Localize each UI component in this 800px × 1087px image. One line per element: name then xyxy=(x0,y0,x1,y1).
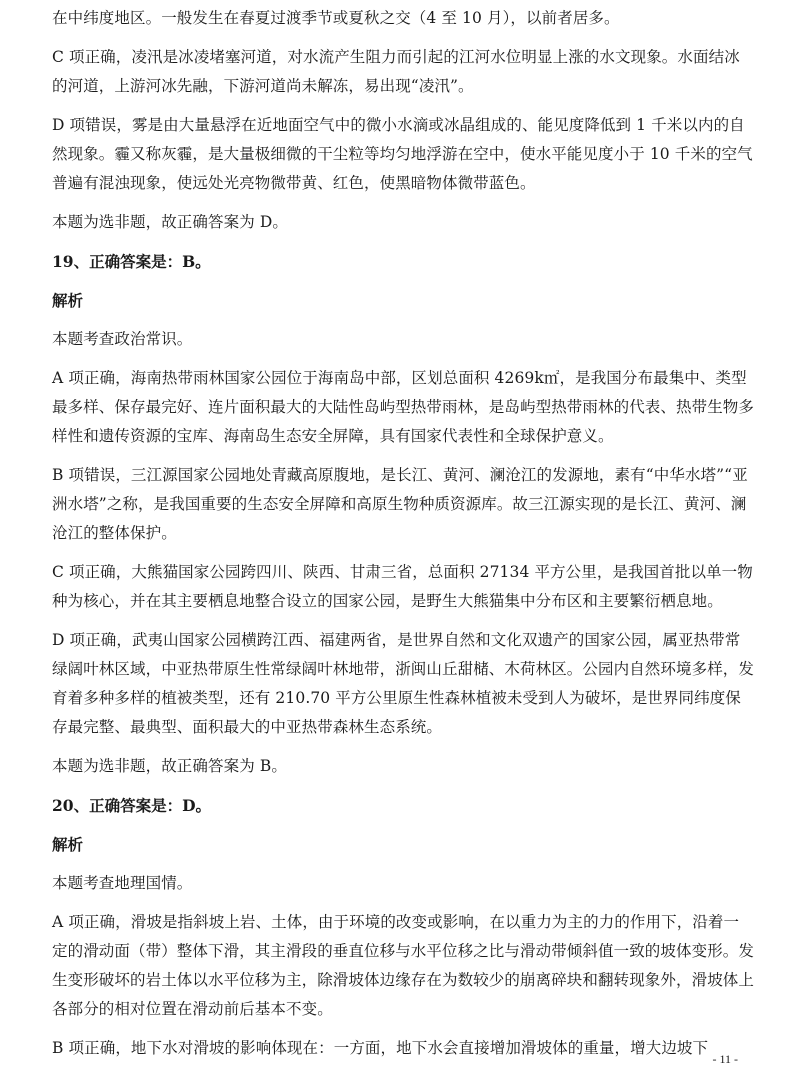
body-paragraph: D 项错误，雾是由大量悬浮在近地面空气中的微小水滴或冰晶组成的、能见度降低到 1 千米以内的自然现象。霾又称灰霾，是大量极细微的干尘粒等均匀地浮游在空中，使水平能见度小于 10 千米的空气普遍有混浊现象，使远处光亮物微带黄、红色，使黑暗物体微带蓝色。 xyxy=(52,116,753,192)
section-heading: 20、正确答案是：D。 xyxy=(52,796,212,815)
page-number: - 11 - xyxy=(712,1052,738,1066)
body-paragraph: 本题为选非题，故正确答案为 B。 xyxy=(52,757,287,775)
body-paragraph: 本题为选非题，故正确答案为 D。 xyxy=(52,213,288,231)
body-paragraph: B 项错误，三江源国家公园地处青藏高原腹地，是长江、黄河、澜沧江的发源地，素有“中华水塔”“亚洲水塔”之称，是我国重要的生态安全屏障和高原生物种质资源库。故三江源实现的是长江、黄河、澜沧江的整体保护。 xyxy=(52,466,748,542)
section-heading: 19、正确答案是：B。 xyxy=(52,252,211,271)
body-paragraph: 本题考查地理国情。 xyxy=(52,874,193,892)
body-paragraph: B 项正确，地下水对滑坡的影响体现在：一方面，地下水会直接增加滑坡体的重量，增大边坡下 xyxy=(52,1039,709,1057)
body-paragraph: C 项正确，凌汛是冰凌堵塞河道，对水流产生阻力而引起的江河水位明显上涨的水文现象。水面结冰的河道，上游河冰先融，下游河道尚未解冻，易出现“凌汛”。 xyxy=(52,48,740,95)
body-paragraph: 在中纬度地区。一般发生在春夏过渡季节或夏秋之交（4 至 10 月），以前者居多。 xyxy=(52,9,620,27)
body-paragraph: 本题考查政治常识。 xyxy=(52,330,193,348)
body-paragraph: C 项正确，大熊猫国家公园跨四川、陕西、甘肃三省，总面积 27134 平方公里，是我国首批以单一物种为核心，并在其主要栖息地整合设立的国家公园，是野生大熊猫集中分布区和主要繁衍栖息地。 xyxy=(52,563,753,610)
body-paragraph: A 项正确，滑坡是指斜坡上岩、土体，由于环境的改变或影响，在以重力为主的力的作用下，沿着一定的滑动面（带）整体下滑，其主滑段的垂直位移与水平位移之比与滑动带倾斜值一致的坡体变形。发生变形破坏的岩土体以水平位移为主，除滑坡体边缘存在为数较少的崩离碎块和翻转现象外，滑坡体上各部分的相对位置在滑动前后基本不变。 xyxy=(52,913,755,1018)
section-heading: 解析 xyxy=(52,291,84,310)
document-body xyxy=(52,4,754,1063)
section-heading: 解析 xyxy=(52,835,84,854)
body-paragraph: A 项正确，海南热带雨林国家公园位于海南岛中部，区划总面积 4269k㎡，是我国分布最集中、类型最多样、保存最完好、连片面积最大的大陆性岛屿型热带雨林，是岛屿型热带雨林的代表、热带生物多样性和遗传资源的宝库、海南岛生态安全屏障，具有国家代表性和全球保护意义。 xyxy=(52,369,755,445)
body-paragraph: D 项正确，武夷山国家公园横跨江西、福建两省，是世界自然和文化双遗产的国家公园，属亚热带常绿阔叶林区域，中亚热带原生性常绿阔叶林地带，浙闽山丘甜槠、木荷林区。公园内自然环境多样，发育着多种多样的植被类型，还有 210.70 平方公里原生性森林植被未受到人为破坏，是世界同纬度保存最完整、最典型、面积最大的中亚热带森林生态系统。 xyxy=(52,631,755,736)
